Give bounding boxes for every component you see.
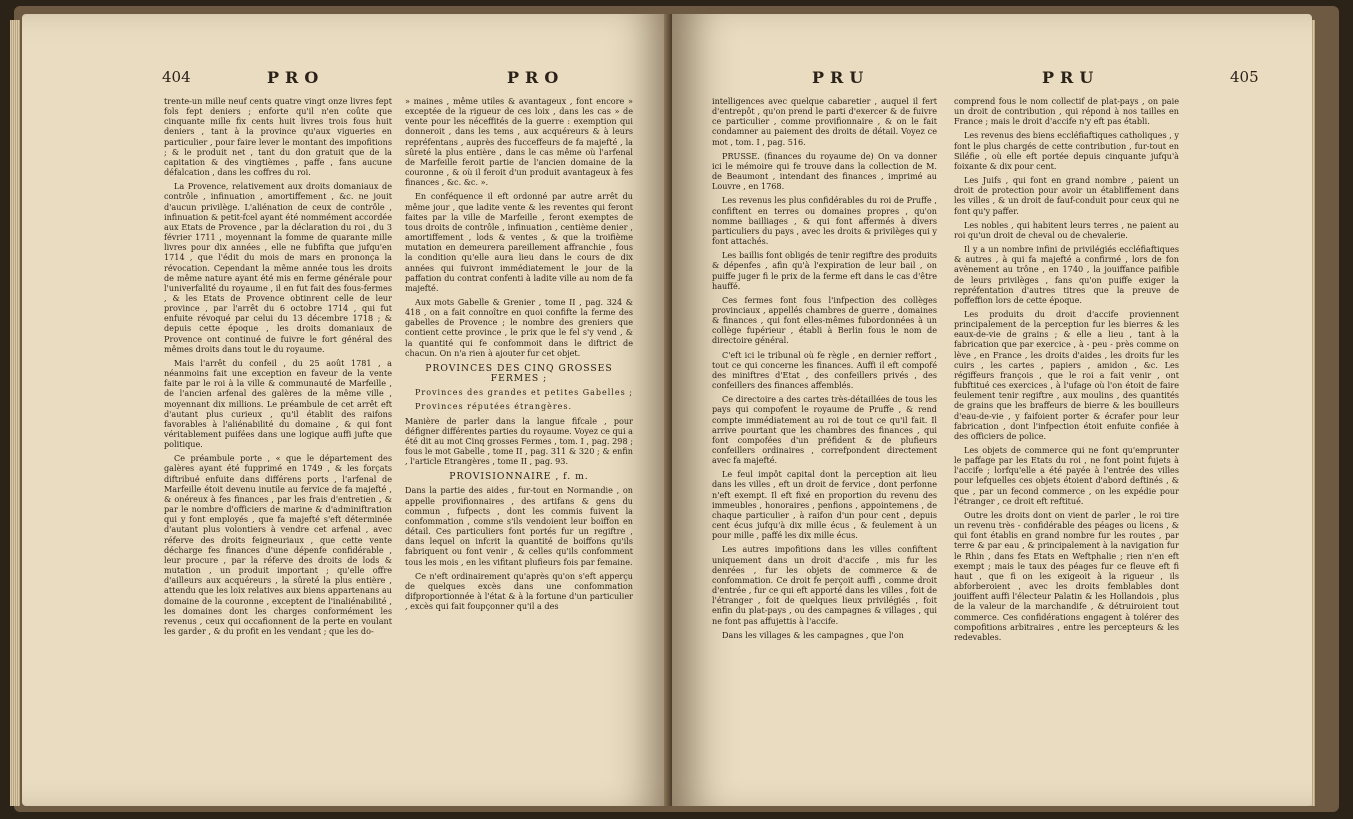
page-number-right: 405: [1230, 68, 1259, 86]
paragraph: PRUSSE. (finances du royaume de) On va donner ici le mémoire qui fe trouve dans la collection de M. de Beaumont , intendant des finances , imprimé au Louvre , en 1768.: [712, 150, 937, 192]
paragraph: Les revenus les plus confidérables du roi de Pruffe , confiftent en terres ou domaines propres , qu'on nomme bailliages , & qui font affermés à divers particuliers du pays , avec les droits & privilèges qui y font attachés.: [712, 195, 937, 247]
paragraph: trente-un mille neuf cents quatre vingt onze livres fept fols fept deniers ; enforte qu'il n'en coûte que cinquante mille fix cents huit livres trois fous huit deniers , tant à la province qu'aux vigueries en particulier , pour faire lever le montant des impofitions ; & le produit net , tant du don gratuit que de la capitation & des vingtièmes , paffe , fans aucune défalcation , dans les coffres du roi.: [164, 96, 392, 178]
running-head-left-2: PRO: [507, 68, 565, 87]
paragraph: Les autres impofitions dans les villes confiftent uniquement dans un droit d'accife , mis fur les denrées , fur les objets de commerce & de confommation. Ce droit fe perçoit auffi , comme droit d'entrée , fur ce qui eft apporté dans les villes , foit de l'étranger , foit de quelques lieux privilégiés , foit enfin du plat-pays , ou des campagnes & villages , qui ne font pas affujettis à l'accife.: [712, 544, 937, 626]
running-head-right-1: PRU: [812, 68, 870, 87]
paragraph: Manière de parler dans la langue fifcale , pour défigner différentes parties du royaume. Voyez ce qui a été dit au mot Cinq grosses Fermes , tom. I , pag. 298 ; fous le mot Gabelle , tome II , pag. 311 & 320 ; & enfin , l'article Etrangères , tome II , pag. 93.: [405, 415, 633, 467]
paragraph: Ce préambule porte , « que le département des galères ayant été fupprimé en 1749 , & les forçats diftribué enfuite dans différens ports , l'arfenal de Marfeille étoit devenu inutile au fervice de fa majefté , & onéreux à fes finances , par les frais d'entretien , & par le nombre d'officiers de marine & d'adminiftration qui y font employés , que fa majefté s'eft déterminée d'autant plus volontiers à vendre cet arfenal , avec réferve des droits feigneuriaux , que cette vente décharge fes finances d'une dépenfe confidérable , leur procure , par la réferve des droits de lods & mutation , un produit important ; qu'elle offre d'ailleurs aux acquéreurs , la sûreté la plus entière , attendu que les loix relatives aux biens appartenans au domaine de la couronne , exceptent de l'inaliénabilité , les domaines dont les charges conformément les revenus , ceux qui occafionnent de la perte en voulant les garder , & du profit en les vendant ; que les do-: [164, 453, 392, 636]
right-column-2: [954, 96, 1179, 646]
left-page: [22, 14, 672, 806]
paragraph: comprend fous le nom collectif de plat-pays , on paie un droit de contribution , qui répond à nos tailles en France ; mais le droit d'accife n'y eft pas établi.: [954, 96, 1179, 127]
paragraph: Les baillis font obligés de tenir regiftre des produits & dépenfes , afin qu'à l'expiration de leur bail , on puiffe juger fi le prix de la ferme eft dans le cas d'être hauffé.: [712, 250, 937, 291]
paragraph: » maines , même utiles & avantageux , font encore » exceptée de la rigueur de ces loix , dans les cas » de vente pour les néceffités de la guerre : exemption qui donneroit , dans les tems , aux acquéreurs & à leurs repréfentans , auprès des fucceffeurs de fa majefté , la sûreté la plus entière , dans le cas même où l'arfenal de Marfeille feroit partie de l'ancien domaine de la couronne , & où il feroit d'un produit avantageux à fes finances , &c. &c. ».: [405, 96, 633, 188]
page-edge-left: [10, 20, 20, 806]
left-column-1: [164, 96, 392, 640]
sub-heading: Provinces réputées étrangères.: [415, 402, 573, 412]
entry-heading: PROVISIONNAIRE , f. m.: [449, 471, 589, 483]
paragraph: Dans les villages & les campagnes , que l'on: [722, 629, 904, 640]
paragraph: C'eft ici le tribunal où fe règle , en dernier reffort , tout ce qui concerne les finances. Auffi il eft compofé des miniftres d'Etat , des confeillers privés , des confeillers des finances affemblés.: [712, 349, 937, 391]
paragraph: La Provence, relativement aux droits domaniaux de contrôle , infinuation , amortiffement , &c. ne jouit d'aucun privilège. L'aliénation de ceux de contrôle , infinuation & petit-fcel ayant été nommément accordée aux Etats de Provence , par la déclaration du roi , du 3 février 1711 , moyennant la fomme de quarante mille livres pour dix années , elle ne fubfifta que jufqu'en 1714 , que l'édit du mois de mars en prononça la révocation. Cependant la même année tous les droits de même nature ayant été mis en ferme générale pour l'univerfalité du royaume , il en fut fait des fous-fermes , & les Etats de Provence obtinrent celle de leur province , par l'arrêt du 6 octobre 1714 , qui fut enfuite révoqué par celui du 13 décembre 1718 ; & depuis cette époque , les droits domaniaux de Provence ont continué de fuivre le fort général des mêmes droits dans tout le du royaume.: [164, 181, 392, 354]
paragraph: Ce n'eft ordinairement qu'après qu'on s'eft apperçu de quelques excès dans une confommation difproportionnée à l'état & à la fortune d'un particulier , excès qui fait foupçonner qu'il a des: [405, 570, 633, 612]
paragraph: Ce directoire a des cartes très-détaillées de tous les pays qui compofent le royaume de Pruffe , & rend compte immédiatement au roi de tout ce qu'il fait. Il arrive pourtant que les chambres des finances , qui font compofées d'un préfident & de plufieurs confeillers ordinaires , correfpondent directement avec fa majefté.: [712, 394, 937, 466]
right-column-1: [712, 96, 937, 644]
sub-heading: Provinces des grandes et petites Gabelles ;: [415, 388, 633, 398]
right-page: [672, 14, 1312, 806]
paragraph: Il y a un nombre infini de privilégiés eccléfiaftiques & autres , à qui fa majefté a confirmé , lors de fon avènement au trône , en 1740 , la jouiffance paifible de leurs privilèges , fans qu'on puiffe exiger la repréfentation d'autres titres que la preuve de poffeffion lors de cette époque.: [954, 244, 1179, 305]
paragraph: En conféquence il eft ordonné par autre arrêt du même jour , que ladite vente & les reventes qui feront faites par la ville de Marfeille , feront exemptes de tous droits de contrôle , infinuation , centième denier , amortiffement , lods & ventes , & que la troifième mutation en demeurera pareillement affranchie , fous la condition qu'elle aura lieu dans le cours de dix années qui fuivront immédiatement le jour de la paffation du contrat confenti à ladite ville au nom de fa majefté.: [405, 191, 633, 293]
paragraph: Dans la partie des aides , fur-tout en Normandie , on appelle provifionnaires , des artifans & gens du commun , fufpects , dont les commis fuivent la confommation , comme s'ils vendoient leur boiffon en détail. Ces particuliers font portés fur un regiftre , dans lequel on infcrit la quantité de boiffons qu'ils fabriquent ou font venir , & celles qu'ils confomment tous les mois , en les vifitant plufieurs fois par femaine.: [405, 485, 633, 567]
paragraph: Les Juifs , qui font en grand nombre , paient un droit de protection pour avoir un établiffement dans les villes , & un droit de fauf-conduit pour ceux qui ne font qu'y paffer.: [954, 175, 1179, 216]
paragraph: intelligences avec quelque cabaretier , auquel il fert d'entrepôt , qu'on prend le parti d'exercer & de fuivre ce particulier , comme provifionnaire , & on le fait condamner au paiement des droits de détail. Voyez ce mot , tom. I , pag. 516.: [712, 96, 937, 147]
paragraph: Les objets de commerce qui ne font qu'emprunter le paffage par les Etats du roi , ne font point fujets à l'accife ; lorfqu'elle a été payée à l'entrée des villes pour lefquelles ces objets étoient d'abord deftinés , & que , par un fecond commerce , on les expédie pour l'étranger , ce droit eft reftitué.: [954, 445, 1179, 506]
section-heading: PROVINCES DES CINQ GROSSES FERMES ;: [425, 362, 613, 385]
paragraph: Mais l'arrêt du confeil , du 25 août 1781 , a néanmoins fait une exception en faveur de la vente faite par le roi à la ville & communauté de Marfeille , de l'ancien arfenal des galères de la même ville , moyennant dix millions. Le préambule de cet arrêt eft d'autant plus curieux , qu'il établit des raifons favorables à l'aliénabilité du domaine , & qui font véritablement puifées dans une logique auffi jufte que politique.: [164, 357, 392, 450]
page-number-left: 404: [162, 68, 191, 86]
paragraph: Ces fermes font fous l'infpection des collèges provinciaux , appellés chambres de guerre , domaines & finances , qui font elles-mêmes fubordonnées à un collège fupérieur , établi à Berlin fous le nom de directoire général.: [712, 294, 937, 346]
paragraph: Les produits du droit d'accife proviennent principalement de la perception fur les bierres & les eaux-de-vie de grains ; & elle a lieu , tant à la fabrication que par exercice , à - peu - près comme on lève , en France , les droits d'aides , les droits fur les cuirs , les cartes , papiers , amidon , &c. Les régiffeurs françois , que le roi a fait venir , ont fubftitué ces exercices , à l'ufage où l'on étoit de faire feulement tenir regiftre , aux moulins , des quantités de grains que les braffeurs de bierre & les bouilleurs d'eau-de-vie , y faifoient porter & écrafer pour leur fabrication , dont l'infpection étoit enfuite confiée à des officiers de police.: [954, 308, 1179, 441]
left-column-2: [405, 96, 633, 615]
paragraph: Les nobles , qui habitent leurs terres , ne paient au roi qu'un droit de cheval ou de chevalerie.: [954, 219, 1179, 240]
running-head-left-1: PRO: [267, 68, 325, 87]
running-head-right-2: PRU: [1042, 68, 1100, 87]
paragraph: Outre les droits dont on vient de parler , le roi tire un revenu très - confidérable des péages ou licens , & qui font établis en grand nombre fur les routes , par terre & par eau , & principalement à la navigation fur le Rhin , dans fes Etats en Weftphalie ; rien n'en eft exempt ; mais le taux des péages fur ce fleuve eft fi haut , que fi on les exigeoit à la rigueur , ils abforberoient , avec les droits femblables dont jouiffent auffi l'électeur Palatin & les Hollandois , plus de la valeur de la marchandife , & détruiroient tout commerce. Ces confidérations engagent à tolérer des compofitions arbitraires , entre les percepteurs & les redevables.: [954, 509, 1179, 642]
paragraph: Aux mots Gabelle & Grenier , tome II , pag. 324 & 418 , on a fait connoître en quoi confifte la ferme des gabelles de Provence ; le nombre des greniers que contient cette province , le prix que le fel s'y vend , & la quantité qui fe confommoit dans le diftrict de chacun. On n'a rien à ajouter fur cet objet.: [405, 296, 633, 358]
paragraph: Les revenus des biens eccléfiaftiques catholiques , y font le plus chargés de cette contribution , fur-tout en Siléfie , où elle eft portée depuis cinquante jufqu'à foixante & dix pour cent.: [954, 130, 1179, 171]
paragraph: Le feul impôt capital dont la perception ait lieu dans les villes , eft un droit de fervice , dont perfonne n'eft exempt. Il eft fixé en proportion du revenu des immeubles , honoraires , penfions , appointemens , de chaque particulier , à raifon d'un pour cent , depuis cent écus jufqu'à dix mille écus , & feulement à un pour mille , paffé les dix mille écus.: [712, 469, 937, 541]
